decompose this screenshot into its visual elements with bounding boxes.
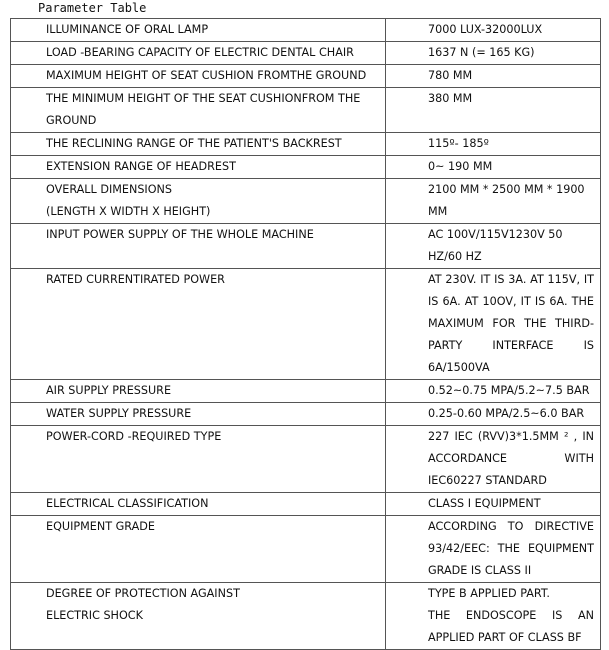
- table-row: [11, 179, 601, 224]
- param-value: 380 MM: [386, 88, 601, 133]
- param-value: 1637 N (= 165 KG): [386, 42, 601, 65]
- param-name: EXTENSION RANGE OF HEADREST: [11, 156, 386, 179]
- table-row: [11, 269, 601, 380]
- param-value: 7000 LUX-32000LUX: [386, 19, 601, 42]
- param-name: WATER SUPPLY PRESSURE: [11, 403, 386, 426]
- table-row: [11, 516, 601, 583]
- table-row: [11, 380, 601, 403]
- param-name: [11, 179, 386, 224]
- table-row: [11, 65, 601, 88]
- param-value: 115º- 185º: [386, 133, 601, 156]
- table-caption: Parameter Table: [38, 1, 147, 15]
- table-row: [11, 403, 601, 426]
- param-name: ILLUMINANCE OF ORAL LAMP: [11, 19, 386, 42]
- table-row: [11, 88, 601, 133]
- param-value: CLASS I EQUIPMENT: [386, 493, 601, 516]
- param-value: 0.25-0.60 MPA/2.5~6.0 BAR: [386, 403, 601, 426]
- param-value: [386, 583, 601, 650]
- param-name: POWER-CORD -REQUIRED TYPE: [11, 426, 386, 493]
- param-name: [11, 583, 386, 650]
- param-name: THE MINIMUM HEIGHT OF THE SEAT CUSHIONFROM THE GROUND: [11, 88, 386, 133]
- param-name-line: (LENGTH X WIDTH X HEIGHT): [46, 205, 211, 218]
- table-row: [11, 42, 601, 65]
- param-value: AT 230V. IT IS 3A. AT 115V, IT IS 6A. AT 10OV, IT IS 6A. THE MAXIMUM FOR THE THIRD-PARTY INTERFACE IS 6A/1500VA: [386, 269, 601, 380]
- param-name: EQUIPMENT GRADE: [11, 516, 386, 583]
- param-name-line: OVERALL DIMENSIONS: [46, 183, 173, 196]
- param-value: ACCORDING TO DIRECTIVE 93/42/EEC: THE EQUIPMENT GRADE IS CLASS II: [386, 516, 601, 583]
- param-value: 0.52~0.75 MPA/5.2~7.5 BAR: [386, 380, 601, 403]
- param-name: AIR SUPPLY PRESSURE: [11, 380, 386, 403]
- param-value-line: TYPE B APPLIED PART.: [428, 587, 550, 600]
- table-row: [11, 426, 601, 493]
- param-value: 227 IEC (RVV)3*1.5MM ² , IN ACCORDANCE WITH IEC60227 STANDARD: [386, 426, 601, 493]
- param-name: MAXIMUM HEIGHT OF SEAT CUSHION FROMTHE GROUND: [11, 65, 386, 88]
- param-name: RATED CURRENTIRATED POWER: [11, 269, 386, 380]
- param-value: AC 100V/115V1230V 50 HZ/60 HZ: [386, 224, 601, 269]
- param-value-line: THE ENDOSCOPE IS AN APPLIED PART OF CLASS BF: [428, 609, 594, 644]
- param-value: 2100 MM * 2500 MM * 1900 MM: [386, 179, 601, 224]
- table-row: [11, 583, 601, 650]
- table-row: [11, 133, 601, 156]
- param-name-line: DEGREE OF PROTECTION AGAINST: [46, 587, 240, 600]
- param-name: INPUT POWER SUPPLY OF THE WHOLE MACHINE: [11, 224, 386, 269]
- table-row: [11, 224, 601, 269]
- table-row: [11, 493, 601, 516]
- table-row: [11, 156, 601, 179]
- param-name: THE RECLINING RANGE OF THE PATIENT'S BACKREST: [11, 133, 386, 156]
- param-value: 0~ 190 MM: [386, 156, 601, 179]
- parameter-table: [10, 18, 601, 650]
- param-name: ELECTRICAL CLASSIFICATION: [11, 493, 386, 516]
- param-name-line: ELECTRIC SHOCK: [46, 609, 143, 622]
- param-value: 780 MM: [386, 65, 601, 88]
- param-name: LOAD -BEARING CAPACITY OF ELECTRIC DENTAL CHAIR: [11, 42, 386, 65]
- table-row: [11, 19, 601, 42]
